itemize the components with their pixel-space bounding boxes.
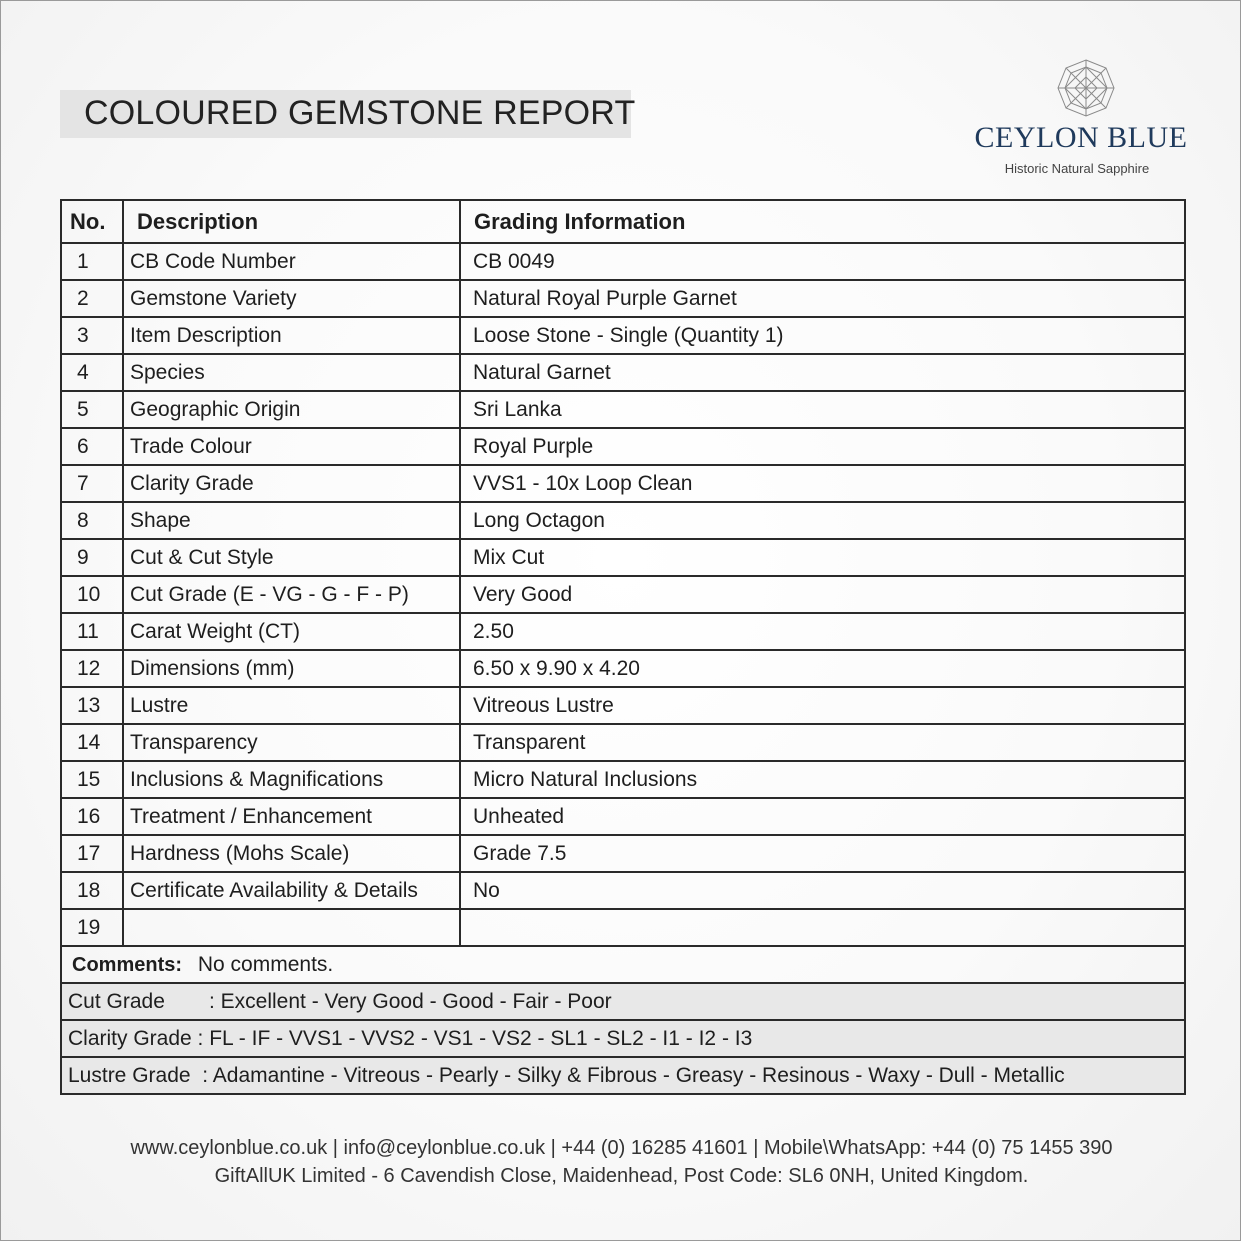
row-number: 2 (61, 280, 123, 317)
brand-logo (971, 57, 1191, 187)
row-grading-value: 2.50 (460, 613, 1185, 650)
header-no: No. (61, 200, 123, 243)
row-description: Geographic Origin (123, 391, 460, 428)
row-number: 18 (61, 872, 123, 909)
row-number: 17 (61, 835, 123, 872)
table-row (61, 872, 1185, 909)
legend-cut-value: : Excellent - Very Good - Good - Fair - Poor (209, 989, 612, 1013)
row-description: Treatment / Enhancement (123, 798, 460, 835)
row-number: 6 (61, 428, 123, 465)
brand-tagline: Historic Natural Sapphire (1004, 161, 1150, 176)
row-grading-value: Long Octagon (460, 502, 1185, 539)
comments-label: Comments: (72, 953, 183, 976)
table-row (61, 909, 1185, 946)
row-description: Hardness (Mohs Scale) (123, 835, 460, 872)
table-body (61, 243, 1185, 946)
table-row (61, 724, 1185, 761)
row-grading-value: Sri Lanka (460, 391, 1185, 428)
table-row (61, 243, 1185, 280)
row-description: Shape (123, 502, 460, 539)
table-header-row (61, 200, 1185, 243)
row-description: Gemstone Variety (123, 280, 460, 317)
row-description: Trade Colour (123, 428, 460, 465)
row-number: 7 (61, 465, 123, 502)
row-grading-value: No (460, 872, 1185, 909)
row-description: Cut Grade (E - VG - G - F - P) (123, 576, 460, 613)
row-grading-value: VVS1 - 10x Loop Clean (460, 465, 1185, 502)
row-number: 9 (61, 539, 123, 576)
table-row (61, 650, 1185, 687)
brand-name: CEYLON BLUE (974, 121, 1188, 154)
row-number: 14 (61, 724, 123, 761)
row-description: Certificate Availability & Details (123, 872, 460, 909)
row-description: Clarity Grade (123, 465, 460, 502)
table-row (61, 354, 1185, 391)
row-number: 8 (61, 502, 123, 539)
header-grading-information: Grading Information (460, 200, 1185, 243)
grading-table (60, 199, 1186, 1095)
table-row (61, 539, 1185, 576)
row-grading-value: CB 0049 (460, 243, 1185, 280)
row-description: Carat Weight (CT) (123, 613, 460, 650)
row-description: Dimensions (mm) (123, 650, 460, 687)
row-grading-value: Grade 7.5 (460, 835, 1185, 872)
row-description: Species (123, 354, 460, 391)
table-row (61, 835, 1185, 872)
legend-clarity-value: : FL - IF - VVS1 - VVS2 - VS1 - VS2 - SL1 - SL2 - I1 - I2 - I3 (197, 1026, 753, 1050)
legend-cut-label: Cut Grade (68, 989, 165, 1013)
row-number: 12 (61, 650, 123, 687)
row-number: 11 (61, 613, 123, 650)
footer-address: GiftAllUK Limited - 6 Cavendish Close, Maidenhead, Post Code: SL6 0NH, United Kingdom. (214, 1165, 1029, 1187)
legend-clarity-label: Clarity Grade (68, 1026, 192, 1050)
table-row (61, 428, 1185, 465)
legend-lustre-value: : Adamantine - Vitreous - Pearly - Silky & Fibrous - Greasy - Resinous - Waxy - Dull - Metallic (202, 1063, 1065, 1087)
row-description: CB Code Number (123, 243, 460, 280)
row-grading-value: Loose Stone - Single (Quantity 1) (460, 317, 1185, 354)
row-grading-value: Very Good (460, 576, 1185, 613)
row-grading-value: Natural Garnet (460, 354, 1185, 391)
row-grading-value: Mix Cut (460, 539, 1185, 576)
row-grading-value: Unheated (460, 798, 1185, 835)
comments-value: No comments. (197, 952, 334, 976)
table-row (61, 687, 1185, 724)
table-row (61, 613, 1185, 650)
comments-row (61, 946, 1185, 983)
row-grading-value: Vitreous Lustre (460, 687, 1185, 724)
row-number: 19 (61, 909, 123, 946)
table-row (61, 798, 1185, 835)
row-number: 3 (61, 317, 123, 354)
row-description: Transparency (123, 724, 460, 761)
table-row (61, 465, 1185, 502)
table-row (61, 576, 1185, 613)
title-banner (60, 90, 636, 138)
row-description: Item Description (123, 317, 460, 354)
row-grading-value: Royal Purple (460, 428, 1185, 465)
row-grading-value: Transparent (460, 724, 1185, 761)
row-description: Inclusions & Magnifications (123, 761, 460, 798)
footer-contact: www.ceylonblue.co.uk | info@ceylonblue.co.uk | +44 (0) 16285 41601 | Mobile\WhatsApp: +44 (0) 75 1455 390 (130, 1137, 1113, 1159)
table-row (61, 391, 1185, 428)
comments-cell (61, 946, 1185, 983)
row-grading-value: Micro Natural Inclusions (460, 761, 1185, 798)
table-row (61, 280, 1185, 317)
row-number: 16 (61, 798, 123, 835)
diamond-icon (1055, 57, 1117, 119)
table-row (61, 761, 1185, 798)
page-title: COLOURED GEMSTONE REPORT (84, 94, 636, 132)
row-number: 4 (61, 354, 123, 391)
row-description: Cut & Cut Style (123, 539, 460, 576)
row-grading-value: 6.50 x 9.90 x 4.20 (460, 650, 1185, 687)
table-row (61, 317, 1185, 354)
legend-lustre-grade (61, 1057, 1185, 1094)
legend-cut-grade (61, 983, 1185, 1020)
row-description (123, 909, 460, 946)
row-number: 13 (61, 687, 123, 724)
row-number: 1 (61, 243, 123, 280)
header-description: Description (123, 200, 460, 243)
row-number: 10 (61, 576, 123, 613)
row-grading-value (460, 909, 1185, 946)
legend-clarity-grade (61, 1020, 1185, 1057)
row-number: 5 (61, 391, 123, 428)
table-row (61, 502, 1185, 539)
row-number: 15 (61, 761, 123, 798)
legend-lustre-label: Lustre Grade (68, 1063, 191, 1087)
row-description: Lustre (123, 687, 460, 724)
row-grading-value: Natural Royal Purple Garnet (460, 280, 1185, 317)
